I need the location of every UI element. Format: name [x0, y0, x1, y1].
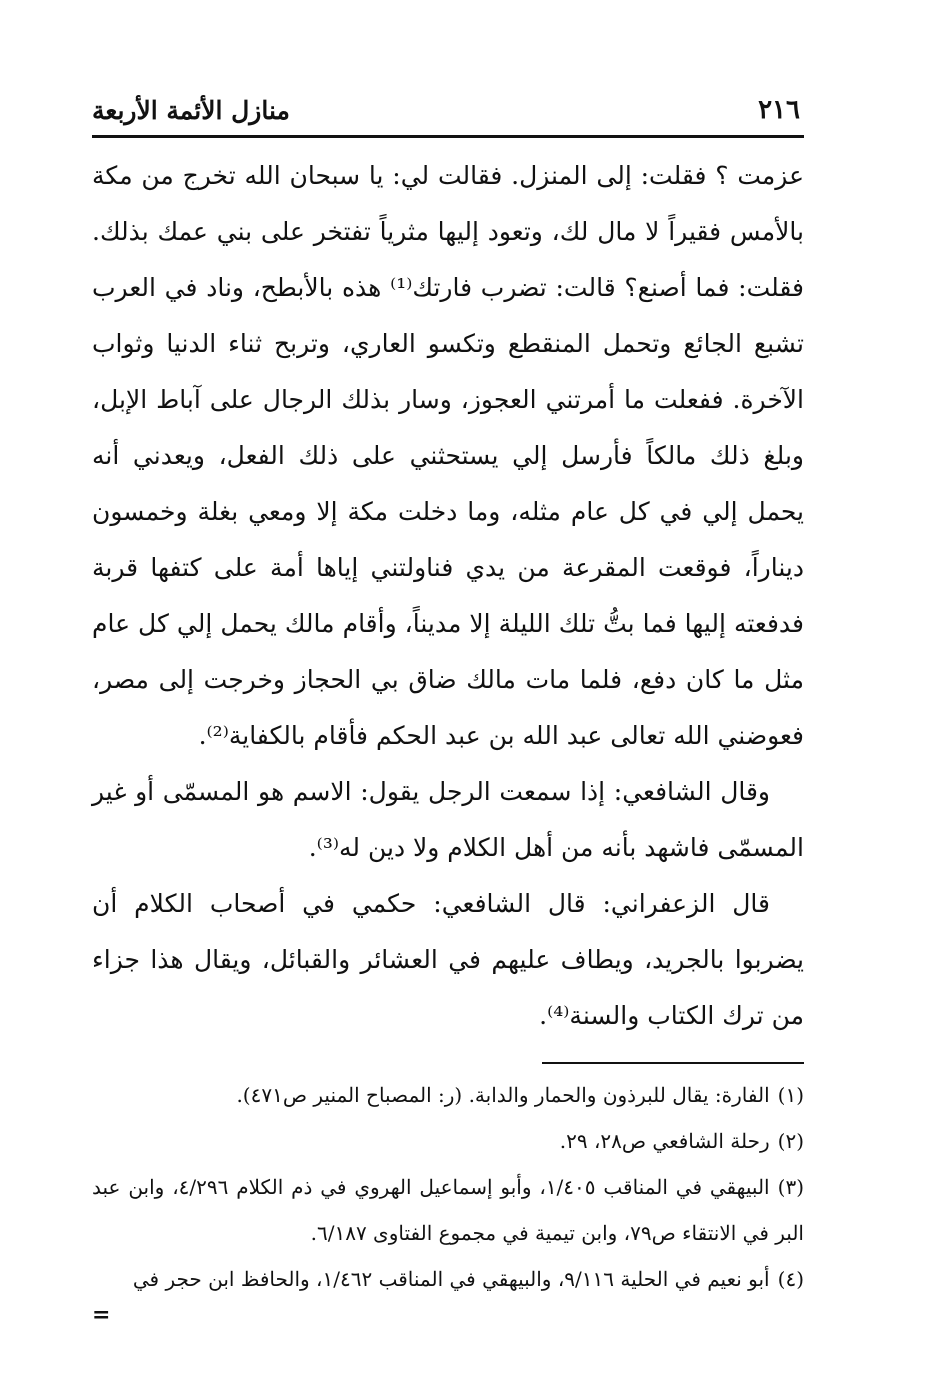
- footnote-number: (٢): [777, 1129, 804, 1153]
- footnote-text: الفارة: يقال للبرذون والحمار والدابة. (ر: المصباح المنير ص٤٧١).: [236, 1083, 770, 1107]
- running-title: منازل الأئمة الأربعة: [92, 96, 290, 125]
- main-text: [92, 148, 804, 1044]
- page-header: [92, 85, 804, 125]
- page-number: ٢١٦: [758, 95, 800, 125]
- footnote-number: (٣): [777, 1175, 804, 1199]
- book-page: [92, 85, 804, 1328]
- footnote: [92, 1164, 804, 1256]
- footnotes: [92, 1072, 804, 1328]
- footnote-divider: [542, 1062, 804, 1064]
- footnote-number: (٤): [777, 1267, 804, 1291]
- footnote-number: (١): [777, 1083, 804, 1107]
- paragraph: وقال الشافعي: إذا سمعت الرجل يقول: الاسم هو المسمّى أو غير المسمّى فاشهد بأنه من أهل الكلام ولا دين له⁽³⁾.: [92, 777, 804, 862]
- paragraph: قال الزعفراني: قال الشافعي: حكمي في أصحاب الكلام أن يضربوا بالجريد، ويطاف عليهم في العشائر والقبائل، ويقال هذا جزاء من ترك الكتاب والسنة⁽⁴⁾.: [92, 889, 804, 1030]
- header-divider: [92, 135, 804, 138]
- footnote: [92, 1072, 804, 1118]
- paragraph: عزمت ؟ فقلت: إلى المنزل. فقالت لي: يا سبحان الله تخرج من مكة بالأمس فقيراً لا مال لك، وتعود إليها مثرياً تفتخر على بني عمك بذلك. فقلت: فما أصنع؟ قالت: تضرب فارتك⁽¹⁾ هذه بالأبطح، وناد في العرب تشبع الجائع وتحمل المنقطع وتكسو العاري، وتربح ثناء الدنيا وثواب الآخرة. ففعلت ما أمرتني العجوز، وسار بذلك الرجال على آباط الإبل، وبلغ ذلك مالكاً فأرسل إلي يستحثني على ذلك الفعل، ويعدني أنه يحمل إلي في كل عام مثله، وما دخلت مكة إلا ومعي بغلة وخمسون ديناراً، فوقعت المقرعة من يدي فناولتني إياها أمة على كتفها قربة فدفعته إليها فما بتُّ تلك الليلة إلا مديناً، وأقام مالك يحمل إلي كل عام مثل ما كان دفع، فلما مات مالك ضاق بي الحجاز وخرجت إلى مصر، فعوضني الله تعالى عبد الله بن عبد الحكم فأقام بالكفاية⁽²⁾.: [92, 161, 805, 750]
- footnote-text: أبو نعيم في الحلية ٩/١١٦، والبيهقي في المناقب ١/٤٦٢، والحافظ ابن حجر في: [132, 1267, 770, 1291]
- footnote: [92, 1118, 804, 1164]
- footnote-text: رحلة الشافعي ص٢٨، ٢٩.: [559, 1129, 770, 1153]
- continuation-mark: =: [92, 1302, 111, 1328]
- footnote: [92, 1256, 804, 1302]
- footnote-text: البيهقي في المناقب ١/٤٠٥، وأبو إسماعيل الهروي في ذم الكلام ٤/٢٩٦، وابن عبد البر في الانتقاء ص٧٩، وابن تيمية في مجموع الفتاوى ٦/١٨٧.: [92, 1175, 804, 1245]
